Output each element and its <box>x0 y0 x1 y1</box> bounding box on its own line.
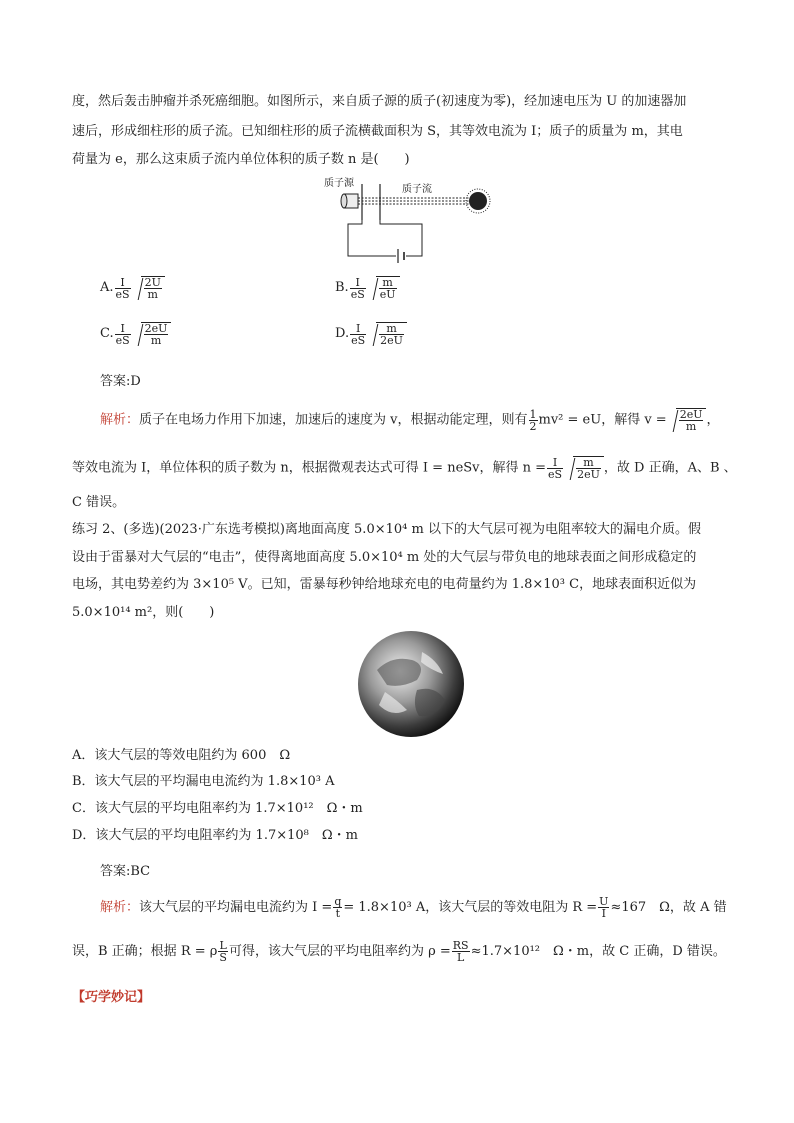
fraction: $\frac{I}{eS}$ <box>115 321 130 347</box>
fraction: $\frac{I}{eS}$ <box>350 275 365 301</box>
q1-explanation-line-2: 等效电流为 I，单位体积的质子数为 n，根据微观表达式可得 I = neSv，解得 n = $\frac{I}{eS}$ $\frac{m}{2eU}$ ，故 D 正确，A、B 、 <box>72 455 737 481</box>
tumor-target <box>469 192 487 210</box>
square-root: $\frac{m}{2eU}$ <box>367 322 407 346</box>
q1-answer: 答案:D <box>100 374 141 389</box>
earth-image <box>357 630 465 738</box>
square-root: $\frac{m}{eU}$ <box>367 276 400 300</box>
q2-line-2: 设由于雷暴对大气层的“电击”，使得离地面高度 5.0×10⁴ m 处的大气层与带负电的地球表面之间形成稳定的 <box>72 550 697 565</box>
q2-line-4: 5.0×10¹⁴ m²，则( ) <box>72 605 215 620</box>
option-c[interactable]: C. $\frac{I}{eS}$ $\frac{2eU}{m}$ <box>100 322 171 346</box>
q2-option-c[interactable]: C．该大气层的平均电阻率约为 1.7×10¹² Ω・m <box>72 801 363 816</box>
q1-explanation-line-3: C 错误。 <box>72 495 126 510</box>
option-a[interactable]: A. $\frac{I}{eS}$ $\frac{2U}{m}$ <box>100 276 165 300</box>
intro-line-1: 度，然后轰击肿瘤并杀死癌细胞。如图所示，来自质子源的质子(初速度为零)，经加速电压为 U 的加速器加 <box>72 94 687 109</box>
q1-explanation-line-1: 解析：质子在电场力作用下加速，加速后的速度为 v，根据动能定理，则有 $\frac{1}{2}$ mv² = eU，解得 v = $\frac{2eU}{m}$ ， <box>100 407 720 433</box>
proton-source-label: 质子源 <box>324 178 354 189</box>
proton-beam-label: 质子流 <box>402 184 432 195</box>
q2-line-1: 练习 2、(多选)(2023·广东选考模拟)离地面高度 5.0×10⁴ m 以下的大气层可视为电阻率较大的漏电介质。假 <box>72 522 701 537</box>
option-b[interactable]: B. $\frac{I}{eS}$ $\frac{m}{eU}$ <box>335 276 400 300</box>
circuit-wire <box>348 220 422 256</box>
q2-option-b[interactable]: B．该大气层的平均漏电电流约为 1.8×10³ A <box>72 774 335 789</box>
fraction: $\frac{I}{eS}$ <box>351 321 366 347</box>
q2-explanation-line-1: 解析：该大气层的平均漏电电流约为 I = $\frac{q}{t}$ = 1.8×10³ A，该大气层的等效电阻为 R = $\frac{U}{I}$ ≈167 Ω，故 A 错 <box>100 895 727 920</box>
q2-answer: 答案:BC <box>100 864 151 879</box>
square-root: $\frac{2U}{m}$ <box>132 276 165 300</box>
accelerator-diagram <box>320 172 500 264</box>
option-d[interactable]: D. $\frac{I}{eS}$ $\frac{m}{2eU}$ <box>335 322 407 346</box>
square-root: $\frac{2eU}{m}$ <box>132 322 172 346</box>
q2-option-a[interactable]: A．该大气层的等效电阻约为 600 Ω <box>72 748 291 763</box>
q2-option-d[interactable]: D．该大气层的平均电阻率约为 1.7×10⁸ Ω・m <box>72 828 358 843</box>
section-heading: 【巧学妙记】 <box>72 990 151 1005</box>
q2-explanation-line-2: 误，B 正确；根据 R = ρ $\frac{L}{S}$ 可得，该大气层的平均电阻率约为 ρ = $\frac{RS}{L}$ ≈1.7×10¹² Ω・m，故 C 正确，D 错误。 <box>72 939 726 964</box>
fraction: $\frac{I}{eS}$ <box>115 275 130 301</box>
q2-line-3: 电场，其电势差约为 3×10⁵ V。已知，雷暴每秒钟给地球充电的电荷量约为 1.8×10³ C，地球表面积近似为 <box>72 577 697 592</box>
intro-line-2: 速后，形成细柱形的质子流。已知细柱形的质子流横截面积为 S，其等效电流为 I；质子的质量为 m，其电 <box>72 124 683 139</box>
intro-line-3: 荷量为 e，那么这束质子流内单位体积的质子数 n 是( ) <box>72 152 410 167</box>
